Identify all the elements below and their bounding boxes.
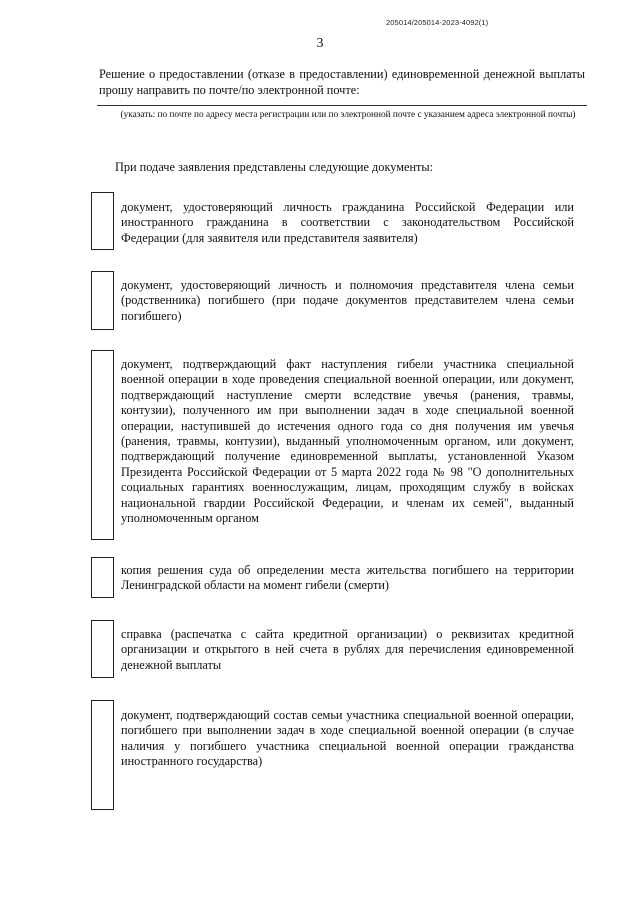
- document-item-5: справка (распечатка с сайта кредитной организации) о реквизитах кредитной организации и открытого в ней счета в рублях для перечисления единовременной денежной выплаты: [121, 627, 574, 672]
- document-item-3: документ, подтверждающий факт наступления гибели участника специальной военной операции в ходе проведения специальной военной операции, или документ, подтверждающий наступление смерти вследствие увечья (ранения, травмы, контузии), полученного им при выполнении задач в ходе специальной военной операции, наступившей до истечения одного года со дня получения им увечья (ранения, травмы, контузии), выданный уполномоченным органом, или документ, подтверждающий получение единовременной выплаты, установленной Указом Президента Российской Федерации от 5 марта 2022 года № 98 "О дополнительных социальных гарантиях военнослужащим, лицам, проходящим службу в войсках национальной гвардии Российской Федерации, и членам их семей", выданный уполномоченным органом: [121, 357, 574, 526]
- document-item-1: документ, удостоверяющий личность гражданина Российской Федерации или иностранного гражданина в соответствии с законодательством Российской Федерации (для заявителя или представителя заявителя): [121, 200, 574, 245]
- document-checkbox-5[interactable]: [91, 620, 114, 678]
- document-item-4: копия решения суда об определении места жительства погибшего на территории Ленинградской области на момент гибели (смерти): [121, 563, 574, 593]
- delivery-method-text: Решение о предоставлении (отказе в предоставлении) единовременной денежной выплаты прошу направить по почте/по электронной почте:: [99, 67, 585, 97]
- document-checkbox-3[interactable]: [91, 350, 114, 540]
- document-checkbox-4[interactable]: [91, 557, 114, 598]
- delivery-method-field[interactable]: [97, 105, 587, 106]
- document-checkbox-1[interactable]: [91, 192, 114, 250]
- documents-lead: При подаче заявления представлены следующие документы:: [115, 160, 434, 174]
- document-id: 205014/205014-2023-4092(1): [386, 18, 489, 27]
- document-checkbox-2[interactable]: [91, 271, 114, 330]
- document-item-6: документ, подтверждающий состав семьи участника специальной военной операции, погибшего при выполнении задач в ходе специальной военной операции (в случае наличия у погибшего участника специальной военной операции гражданства иностранного государства): [121, 708, 574, 769]
- document-item-2: документ, удостоверяющий личность и полномочия представителя члена семьи (родственника) погибшего (при подаче документов представителем члена семьи погибшего): [121, 278, 574, 323]
- delivery-method-hint: (указать: по почте по адресу места регистрации или по электронной почте с указанием адреса электронной почты): [120, 110, 576, 120]
- page-number: 3: [316, 36, 324, 51]
- document-checkbox-6[interactable]: [91, 700, 114, 810]
